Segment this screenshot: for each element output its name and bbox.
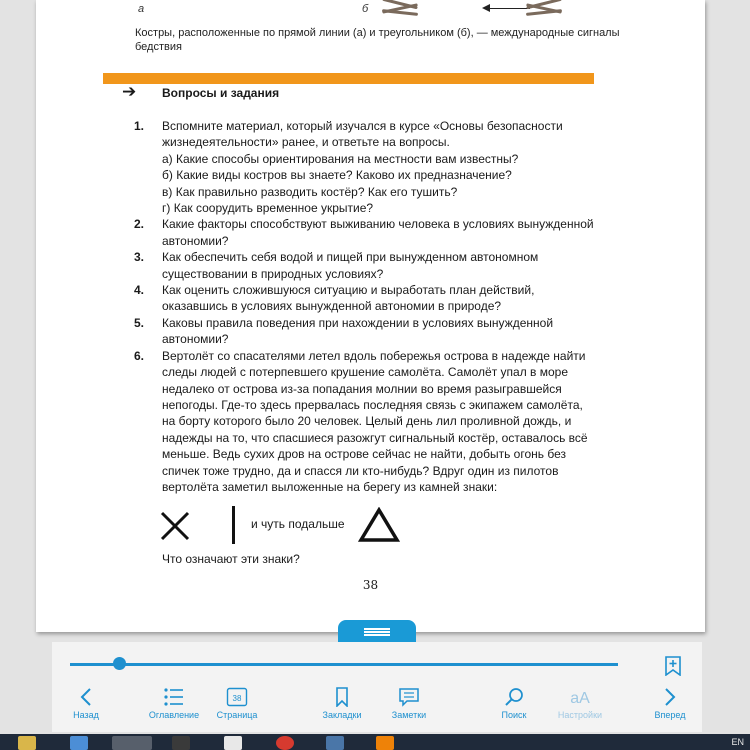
forward-button[interactable]: Вперед: [630, 687, 710, 720]
section-title: Вопросы и задания: [162, 86, 280, 100]
figure-caption: Костры, расположенные по прямой линии (а) и треугольником (б), — международные сигналы бедствия: [135, 27, 620, 53]
app-icon[interactable]: [172, 736, 190, 750]
page-progress-slider[interactable]: [70, 663, 618, 666]
signs-between-text: и чуть подальше: [251, 517, 345, 531]
stone-signs: [160, 503, 460, 543]
folder-icon[interactable]: [18, 736, 36, 750]
figure-arrow-head: [482, 4, 490, 12]
reader-toolbar: [52, 642, 702, 732]
question-item: 5. Каковы правила поведения при нахождении в условиях вынужденной автономии?: [134, 315, 554, 347]
question-item: 3. Как обеспечить себя водой и пищей при вынужденном автономном существовании в природных условиях?: [134, 250, 539, 281]
note-icon: [398, 687, 420, 707]
woodpile-image: [526, 0, 562, 16]
ok-icon[interactable]: [376, 736, 394, 750]
question-item: 2. Какие факторы способствуют выживанию человека в условиях вынужденной автономии?: [134, 217, 594, 248]
sub-question: в) Как правильно разводить костёр? Как его тушить?: [162, 184, 458, 199]
page-number: 38: [362, 578, 379, 592]
sub-question: б) Какие виды костров вы знаете? Каково их предназначение?: [162, 168, 512, 183]
list-icon: [163, 687, 185, 707]
page-progress-thumb[interactable]: [113, 657, 126, 670]
question-item: 4. Как оценить сложившуюся ситуацию и выработать план действий, оказавшись в условиях вынужденной автономии в природе?: [134, 283, 535, 314]
sub-question: г) Как соорудить временное укрытие?: [162, 201, 374, 216]
figure-label-a: а: [138, 3, 145, 15]
toc-button[interactable]: Оглавление: [134, 687, 214, 720]
book-page: [36, 0, 705, 632]
page-button[interactable]: 38 Страница: [197, 687, 277, 720]
browser-icon[interactable]: [112, 736, 152, 750]
vk-icon[interactable]: [326, 736, 344, 750]
bookmarks-button[interactable]: Закладки: [302, 687, 382, 720]
search-button[interactable]: Поиск: [474, 687, 554, 720]
woodpile-image: [382, 0, 418, 16]
search-icon: [504, 687, 524, 707]
final-question: Что означают эти знаки?: [162, 552, 300, 566]
back-button[interactable]: Назад: [46, 687, 126, 720]
toolbar-toggle-handle[interactable]: [338, 620, 416, 642]
language-indicator[interactable]: EN: [731, 737, 744, 747]
app-icon[interactable]: [224, 736, 242, 750]
chevron-left-icon: [79, 687, 93, 707]
page-icon-number: 38: [232, 694, 242, 703]
chevron-right-icon: [663, 687, 677, 707]
app-icon[interactable]: [276, 736, 294, 750]
bookmark-icon: [335, 687, 349, 707]
notes-button[interactable]: Заметки: [369, 687, 449, 720]
figure-arrow: [484, 8, 530, 9]
question-list: [134, 118, 596, 495]
triangle-sign-icon: [358, 507, 400, 543]
question-item: 1. Вспомните материал, который изучался в курсе «Основы безопасности жизнедеятельности» ранее, и ответьте на вопросы. а) Какие способы ориентирования на местности вам известны? б) Какие виды костров вы знаете? Каково их предназначение? в) Как правильно разводить костёр? Как его тушить? г) Как соорудить временное укрытие?: [134, 118, 596, 216]
question-item: 6. Вертолёт со спасателями летел вдоль побережья острова в надежде найти следы людей с потерпевшего крушение самолёта. Самолёт упал в море недалеко от острова из-за попадания молнии во время разыгравшейся непогоды. Где-то здесь прервалась последняя связь с экипажем самолёта, на борту которого было 20 человек. Целый день лил проливной дождь, и надежды на то, что спасшиеся разожгут сигнальный костёр, оставалось всё меньше. Ведь сухих дров на острове сейчас не найти, добыть огонь без спичек тоже трудно, да и спасся ли кто-нибудь? Вдруг один из пилотов вертолёта заметил выложенные на берегу из камней знаки:: [134, 348, 588, 494]
cross-sign-icon: [160, 511, 190, 541]
page-icon: [226, 687, 248, 707]
os-taskbar: [0, 734, 750, 750]
section-divider-bar: [103, 73, 594, 84]
arrow-right-icon: ➔: [122, 82, 137, 101]
figure-label-b: б: [362, 3, 369, 15]
font-size-icon-text: aA: [570, 690, 590, 707]
font-size-icon: [567, 687, 593, 707]
app-icon[interactable]: [70, 736, 88, 750]
sub-question: а) Какие способы ориентирования на местности вам известны?: [162, 151, 519, 166]
add-bookmark-icon[interactable]: [664, 656, 682, 676]
settings-button[interactable]: aA Настройки: [540, 687, 620, 720]
line-sign-icon: [232, 506, 235, 544]
